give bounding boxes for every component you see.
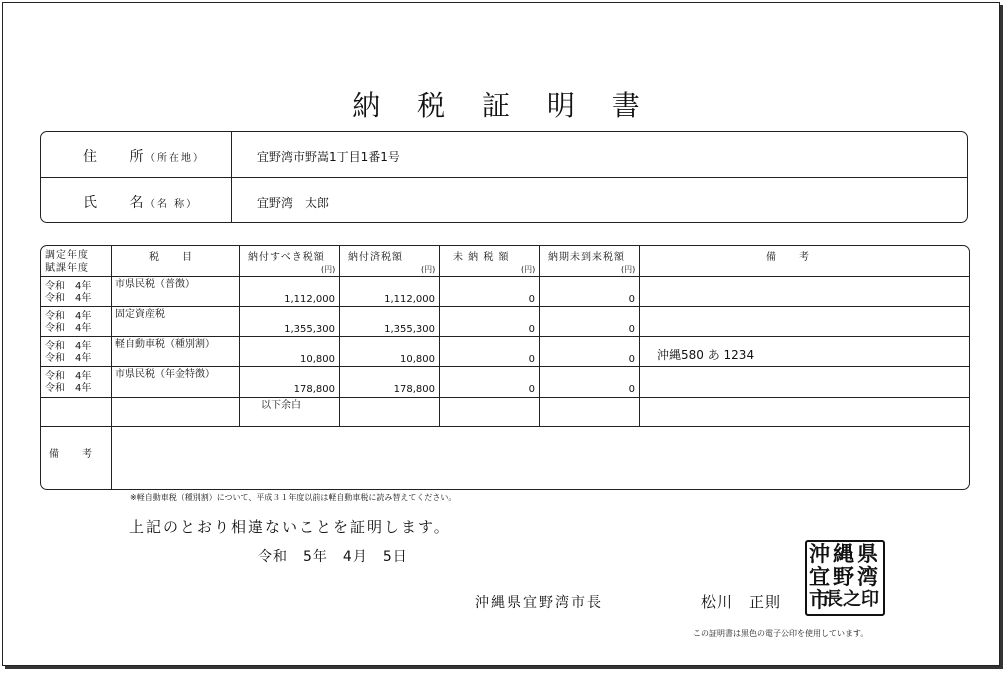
header-unpaid-yen: (円) — [521, 265, 536, 274]
row1-item: 市県民税（普徴） — [115, 279, 195, 290]
address-value: 宜野湾市野嵩1丁目1番1号 — [257, 150, 400, 164]
row3-year2: 令和 4年 — [45, 353, 92, 364]
header-due: 納付すべき税額 — [248, 252, 325, 263]
address-label-cell — [41, 132, 232, 177]
row1-unpaid: 0 — [528, 294, 535, 305]
name-label: 氏 名 — [83, 195, 158, 211]
row4-not-due: 0 — [628, 384, 635, 395]
address-row — [41, 132, 967, 178]
row1-due: 1,112,000 — [284, 294, 335, 305]
taxpayer-box — [40, 131, 968, 223]
row4-year1: 令和 4年 — [45, 371, 92, 382]
row2-due: 1,355,300 — [284, 324, 335, 335]
row4-unpaid: 0 — [528, 384, 535, 395]
mayor-name: 松川 正則 — [701, 593, 782, 611]
header-not-due: 納期未到来税額 — [548, 252, 625, 263]
row2-unpaid: 0 — [528, 324, 535, 335]
kei-note: ※軽自動車税（種別割）について、平成３１年度以前は軽自動車税に読み替えてください。 — [130, 493, 457, 502]
remarks-label: 備 考 — [49, 449, 93, 460]
blank-note: 以下余白 — [261, 400, 301, 411]
header-paid-yen: (円) — [421, 265, 436, 274]
name-sub-label: （名 称） — [145, 199, 199, 210]
row4-year2: 令和 4年 — [45, 383, 92, 394]
issuing-office: 沖縄県宜野湾市長 — [475, 595, 603, 611]
name-value: 宜野湾 太郎 — [257, 196, 330, 210]
header-not-due-yen: (円) — [621, 265, 636, 274]
header-year-line2: 賦課年度 — [45, 263, 89, 274]
row3-not-due: 0 — [628, 354, 635, 365]
header-due-yen: (円) — [321, 265, 336, 274]
row2-year2: 令和 4年 — [45, 323, 92, 334]
row1-not-due: 0 — [628, 294, 635, 305]
header-unpaid: 未 納 税 額 — [453, 252, 510, 263]
certification-statement: 上記のとおり相違ないことを証明します。 — [129, 518, 451, 536]
row3-remarks: 沖縄580 あ 1234 — [657, 348, 755, 362]
row3-year1: 令和 4年 — [45, 341, 92, 352]
tax-table — [40, 245, 970, 490]
row1-paid: 1,112,000 — [384, 294, 435, 305]
document-title: 納 税 証 明 書 — [352, 89, 654, 122]
issue-date: 令和 5年 4月 5日 — [258, 549, 408, 565]
row4-paid: 178,800 — [393, 384, 435, 395]
row4-due: 178,800 — [293, 384, 335, 395]
header-paid: 納付済税額 — [348, 252, 403, 263]
name-label-cell — [41, 178, 232, 223]
row3-paid: 10,800 — [400, 354, 435, 365]
row4-item: 市県民税（年金特徴） — [115, 369, 215, 380]
address-label: 住 所 — [83, 149, 158, 165]
row3-item: 軽自動車税（種別割） — [115, 339, 215, 350]
row3-unpaid: 0 — [528, 354, 535, 365]
footer-note: この証明書は黒色の電子公印を使用しています。 — [693, 629, 869, 638]
header-remarks: 備 考 — [766, 252, 810, 263]
row2-item: 固定資産税 — [115, 309, 165, 320]
official-seal: 沖 縄 県 宜 野 湾 市 長 之 印 — [805, 540, 885, 616]
row1-year1: 令和 4年 — [45, 281, 92, 292]
row1-year2: 令和 4年 — [45, 293, 92, 304]
header-tax-item: 税 目 — [149, 252, 193, 263]
row2-year1: 令和 4年 — [45, 311, 92, 322]
name-row — [41, 178, 967, 223]
header-year-line1: 調定年度 — [45, 250, 89, 261]
row2-paid: 1,355,300 — [384, 324, 435, 335]
row3-due: 10,800 — [300, 354, 335, 365]
address-sub-label: （所在地） — [145, 153, 205, 164]
row2-not-due: 0 — [628, 324, 635, 335]
